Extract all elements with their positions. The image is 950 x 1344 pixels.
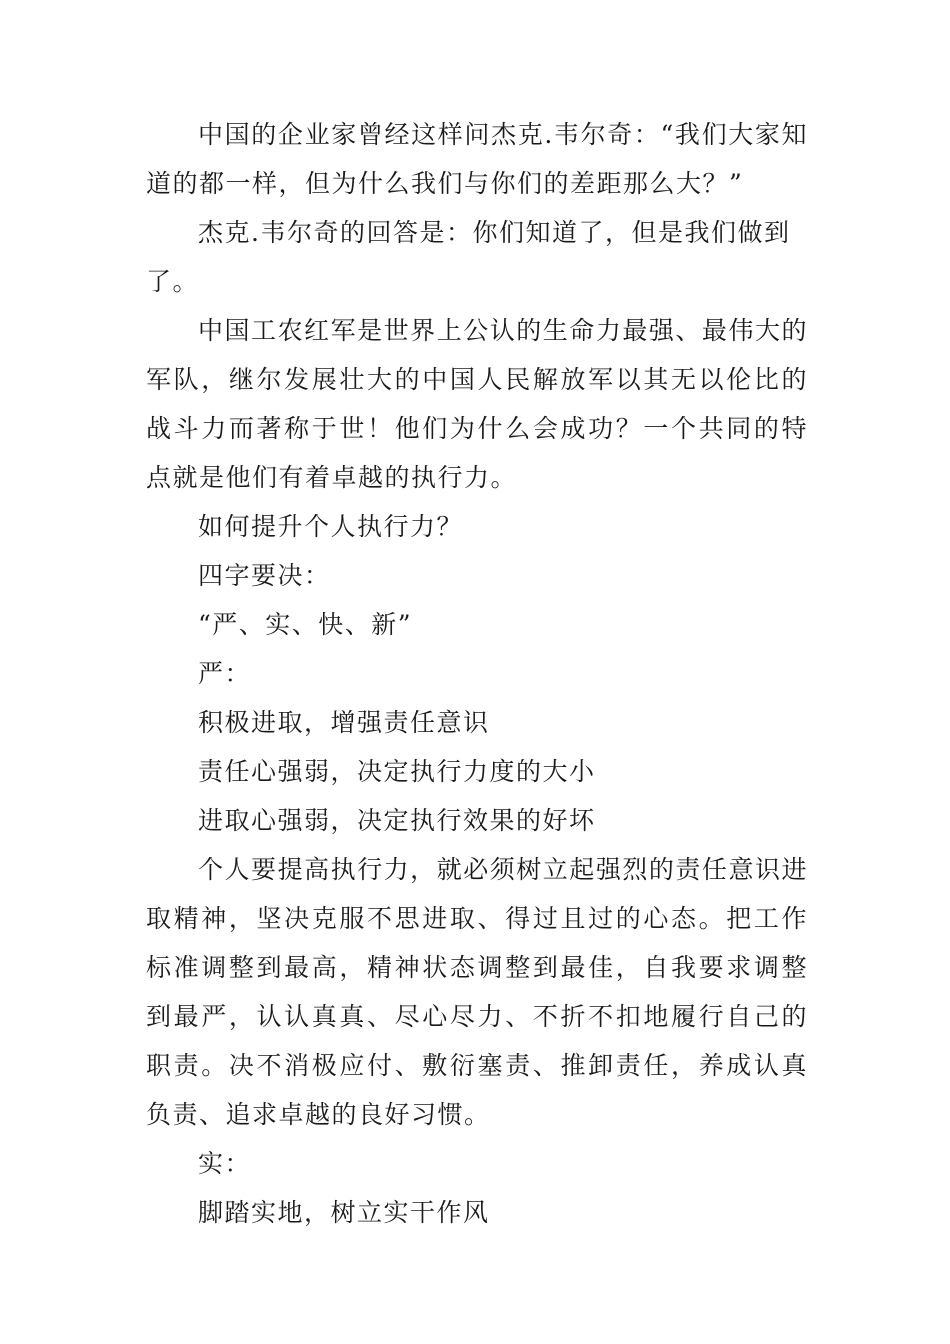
paragraph-down-to-earth: 脚踏实地，树立实干作风 <box>198 1198 490 1227</box>
paragraph-four-words: “严、实、快、新” <box>198 610 413 639</box>
paragraph-responsibility: 责任心强弱，决定执行力度的大小 <box>198 757 596 786</box>
heading-practical: 实： <box>198 1149 252 1178</box>
paragraph-enterprise: 进取心强弱，决定执行效果的好坏 <box>198 806 596 835</box>
paragraph-welch-answer: 杰克.韦尔奇的回答是：你们知道了，但是我们做到了。 <box>146 218 791 296</box>
paragraph-improve-execution: 个人要提高执行力，就必须树立起强烈的责任意识进取精神，坚决克服不思进取、得过且过的心态。把工作标准调整到最高，精神状态调整到最佳，自我要求调整到最严，认认真真、尽心尽力、不折不扣地履行自己的职责。决不消极应付、敷衍塞责、推卸责任，养成认真负责、追求卓越的良好习惯。 <box>146 855 808 1129</box>
paragraph-red-army: 中国工农红军是世界上公认的生命力最强、最伟大的军队，继尔发展壮大的中国人民解放军以其无以伦比的战斗力而著称于世！他们为什么会成功？一个共同的特点就是他们有着卓越的执行力。 <box>146 316 808 492</box>
paragraph-how-to-improve: 如何提升个人执行力？ <box>198 512 464 541</box>
paragraph-proactive: 积极进取，增强责任意识 <box>198 708 490 737</box>
paragraph-welch-question: 中国的企业家曾经这样问杰克.韦尔奇：“我们大家知道的都一样，但为什么我们与你们的差距那么大？” <box>146 120 808 198</box>
document-body <box>146 110 808 1237</box>
paragraph-four-word-formula: 四字要决： <box>198 561 331 590</box>
heading-strict: 严： <box>198 659 252 688</box>
